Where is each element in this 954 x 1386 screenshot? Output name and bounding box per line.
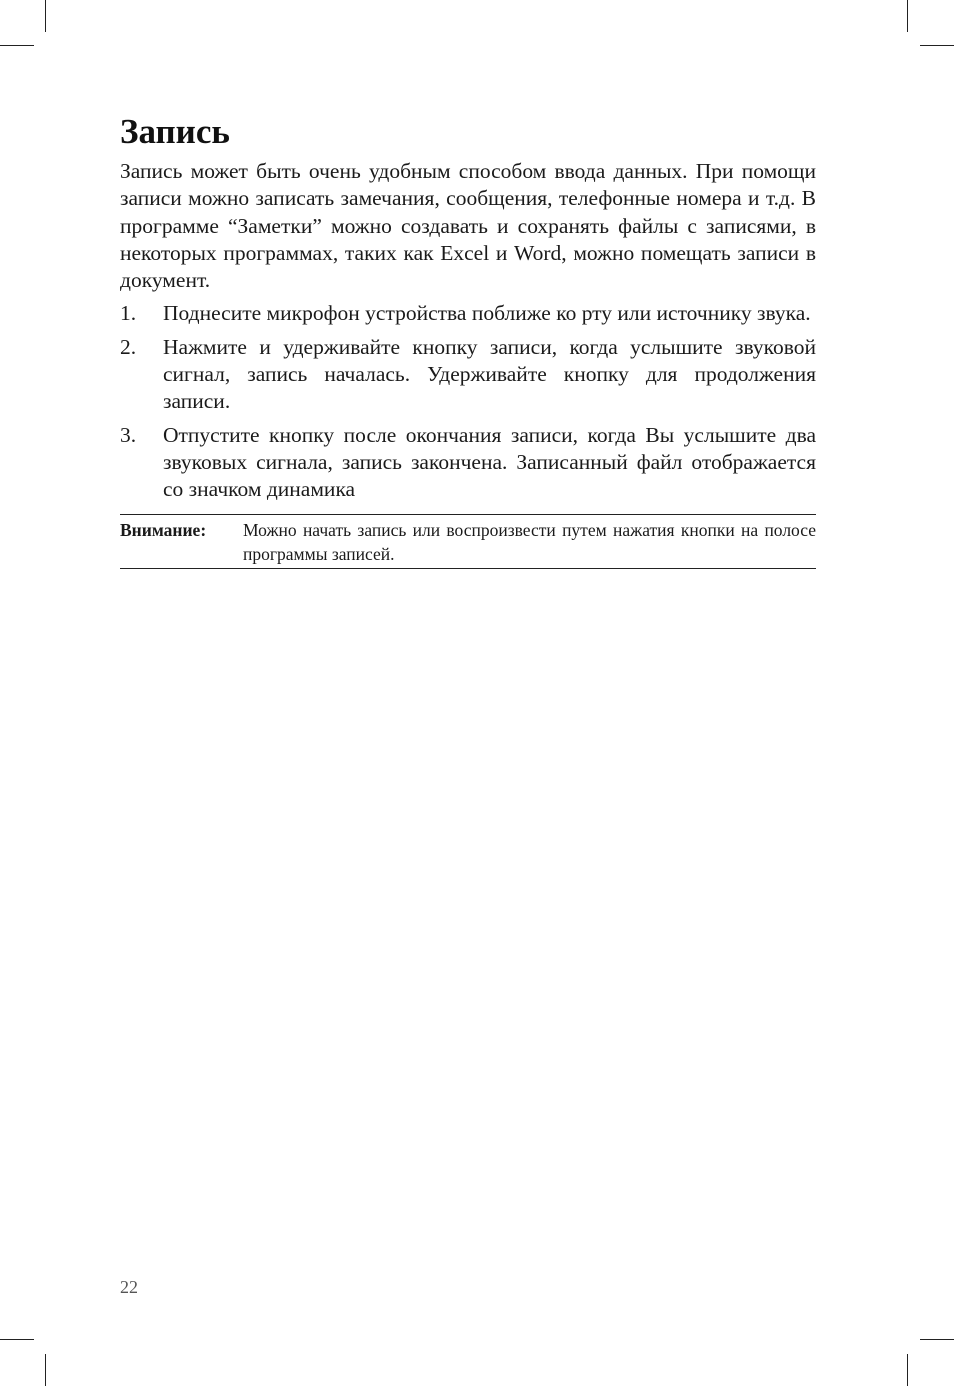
crop-mark-top-left-vertical bbox=[45, 0, 46, 32]
intro-paragraph: Запись может быть очень удобным способом ввода данных. При помощи записи можно записать замечания, сообщения, телефонные номера и т.д. В программе “Заметки” можно создавать и сохранять файлы с записями, в некоторых программах, таких как Excel и Word, можно помещать записи в документ. bbox=[120, 159, 816, 293]
step-number: 2. bbox=[120, 334, 137, 359]
attention-note bbox=[120, 514, 816, 569]
list-item bbox=[120, 300, 816, 327]
step-text: Поднесите микрофон устройства поближе ко рту или источнику звука. bbox=[163, 301, 811, 326]
crop-mark-top-right-vertical bbox=[907, 0, 908, 32]
list-item bbox=[120, 422, 816, 504]
section-heading: Запись bbox=[120, 112, 230, 151]
page-number: 22 bbox=[120, 1277, 138, 1297]
crop-mark-bottom-left-horizontal bbox=[0, 1339, 34, 1340]
step-text: Нажмите и удерживайте кнопку записи, когда услышите звуковой сигнал, запись началась. Удерживайте кнопку для продолжения записи. bbox=[163, 334, 816, 414]
page-content bbox=[120, 112, 816, 569]
crop-mark-top-right-horizontal bbox=[920, 45, 954, 46]
step-number: 3. bbox=[120, 422, 137, 447]
note-label: Внимание: bbox=[120, 519, 207, 540]
crop-mark-bottom-right-vertical bbox=[907, 1354, 908, 1386]
step-number: 1. bbox=[120, 301, 137, 326]
crop-mark-bottom-left-vertical bbox=[45, 1354, 46, 1386]
step-text: Отпустите кнопку после окончания записи, когда Вы услышите два звуковых сигнала, запись закончена. Записанный файл отображается со значком динамика bbox=[163, 422, 816, 502]
crop-mark-top-left-horizontal bbox=[0, 45, 34, 46]
note-text: Можно начать запись или воспроизвести путем нажатия кнопки на полосе программы записей. bbox=[243, 519, 816, 564]
list-item bbox=[120, 334, 816, 416]
steps-list bbox=[120, 300, 816, 503]
crop-mark-bottom-right-horizontal bbox=[920, 1339, 954, 1340]
